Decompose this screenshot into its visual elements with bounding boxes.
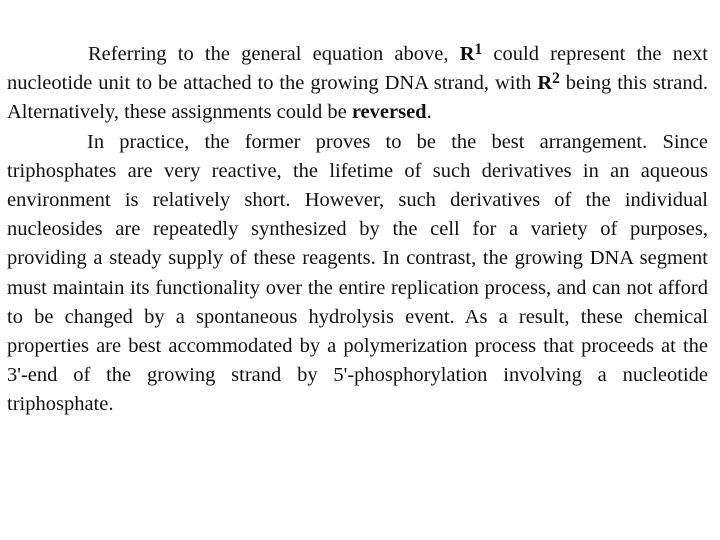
r2-superscript: 2 bbox=[552, 70, 560, 88]
paragraph-1-period: . bbox=[426, 101, 432, 124]
paragraph-1-text-a: Referring to the general equation above, bbox=[88, 43, 460, 65]
r1-symbol bbox=[460, 43, 483, 65]
paragraph-2: In practice, the former proves to be the best arrangement. Since triphosphates are very reactive, the lifetime of such derivatives in an aqueous environment is relatively short. However, such derivatives of the individual nucleosides are repeatedly synthesized by the cell for a variety of purposes, providing a steady supply of these reagents. In contrast, the growing DNA segment must maintain its functionality over the entire replication process, and can not afford to be changed by a spontaneous hydrolysis event. As a result, these chemical properties are best accommodated by a polymerization process that proceeds at the 3'-end of the growing strand by 5'-phosphorylation involving a nucleotide triphosphate. bbox=[7, 130, 708, 416]
r2-letter: R bbox=[537, 72, 553, 95]
r2-symbol bbox=[537, 72, 560, 94]
paragraph-1 bbox=[7, 40, 708, 128]
r1-letter: R bbox=[459, 43, 475, 65]
paragraph-1-text-b: could represent the next nucleotide unit to be attached to the growing DNA strand, with bbox=[7, 43, 708, 95]
paragraph-1-text-c: being this strand. Alternatively, these assignments could be bbox=[7, 72, 708, 124]
r1-superscript: 1 bbox=[474, 41, 483, 59]
reversed-emphasis: reversed bbox=[351, 101, 427, 124]
